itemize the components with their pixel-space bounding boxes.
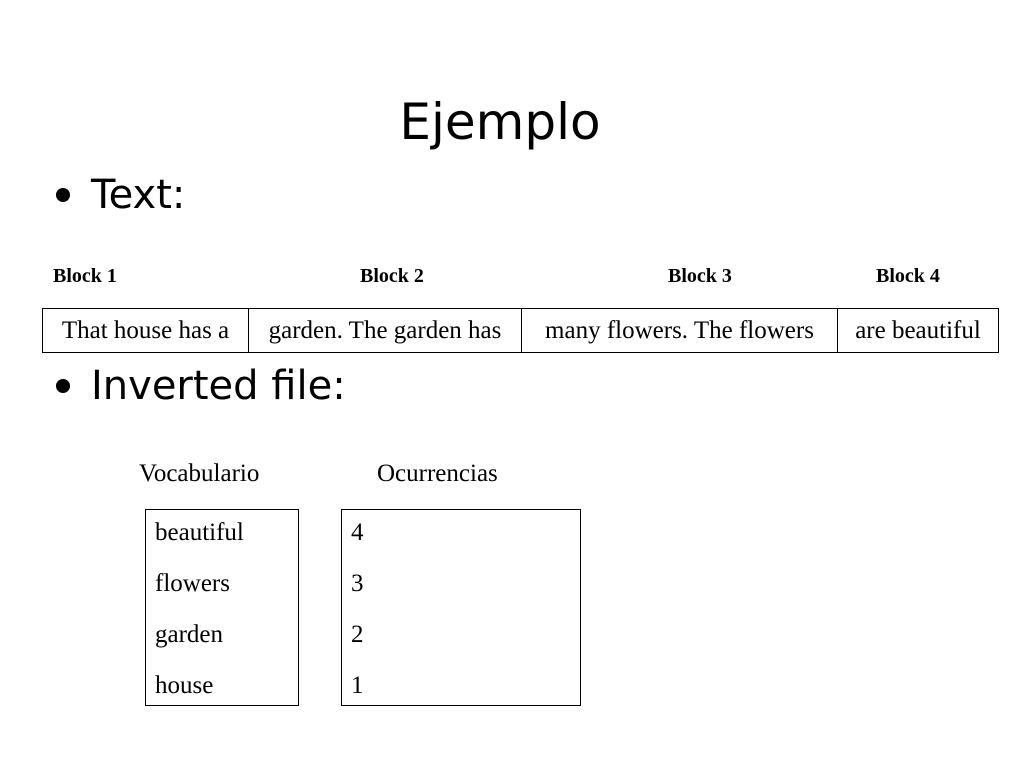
block-label-1: Block 1 bbox=[53, 265, 117, 287]
vocabulary-item: beautiful bbox=[155, 519, 244, 546]
block-label-2: Block 2 bbox=[360, 265, 424, 287]
vocabulary-item: house bbox=[155, 672, 214, 699]
bullet-dot-icon bbox=[56, 379, 70, 393]
bullet-text-label: Text: bbox=[91, 172, 186, 218]
occurrence-item: 3 bbox=[351, 570, 364, 597]
text-block-segment-1: That house has a bbox=[61, 316, 230, 344]
occurrence-item: 1 bbox=[351, 672, 364, 699]
block-label-4: Block 4 bbox=[876, 265, 940, 287]
bullet-inverted-file bbox=[56, 361, 346, 411]
occurrence-item: 4 bbox=[351, 519, 364, 546]
vocabulary-list bbox=[145, 509, 299, 706]
block-label-3: Block 3 bbox=[668, 265, 732, 287]
vocabulary-header: Vocabulario bbox=[139, 460, 260, 487]
occurrences-header: Ocurrencias bbox=[377, 460, 498, 487]
slide-title: Ejemplo bbox=[399, 93, 601, 151]
text-block-segment-3: many flowers. The flowers bbox=[521, 309, 837, 352]
occurrences-list bbox=[341, 509, 581, 706]
text-block-segment-2: garden. The garden has bbox=[248, 309, 521, 352]
bullet-text bbox=[56, 170, 185, 220]
vocabulary-item: flowers bbox=[155, 570, 230, 597]
occurrence-item: 2 bbox=[351, 621, 364, 648]
text-block-segment-4: are beautiful bbox=[837, 309, 998, 352]
bullet-dot-icon bbox=[56, 188, 70, 202]
bullet-inverted-file-label: Inverted file: bbox=[91, 363, 346, 409]
vocabulary-item: garden bbox=[155, 621, 224, 648]
text-blocks-box bbox=[42, 308, 999, 353]
